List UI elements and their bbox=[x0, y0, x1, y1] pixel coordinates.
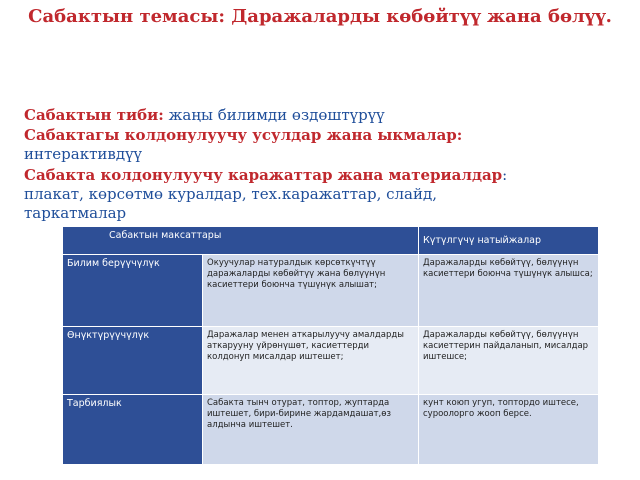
lesson-type bbox=[24, 106, 385, 125]
slide-title bbox=[20, 6, 620, 28]
result-cell: Даражаларды көбөйтүү, бөлүүнүн касиеттерин пайдаланып, мисалдар иштешсе; bbox=[419, 327, 599, 395]
result-cell: Даражаларды көбөйтүү, бөлүүнүн касиеттери боюнча түшүнүк алышса; bbox=[419, 255, 599, 327]
lesson-type-label: Сабактын тиби: bbox=[24, 106, 164, 124]
materials-label: Сабакта колдонулуучу каражаттар жана материалдар bbox=[24, 166, 503, 184]
table-row bbox=[63, 255, 599, 327]
header-goals: Сабактын максаттары bbox=[63, 227, 419, 255]
lesson-materials bbox=[24, 166, 507, 223]
result-cell: кунт коюп угуп, топтордо иштесе, сурoолорго жооп берсе. bbox=[419, 395, 599, 465]
title-prefix: Сабактын темасы: bbox=[28, 6, 226, 27]
title-topic: Даражаларды көбөйтүү жана бөлүү. bbox=[231, 6, 612, 27]
materials-colon: : bbox=[502, 166, 508, 184]
methods-value: интерактивдүү bbox=[24, 145, 143, 163]
table-row bbox=[63, 395, 599, 465]
materials-value-line2: таркатмалар bbox=[24, 204, 127, 222]
lesson-type-value: жаңы билимди өздөштүрүү bbox=[168, 106, 385, 124]
goal-cell: Окуучулар натуралдык көрсөткүчтүү даражаларды көбөйтүү жана бөлүүнүн касиеттери боюнча түшүнүк алышат; bbox=[203, 255, 419, 327]
table-row bbox=[63, 327, 599, 395]
header-results: Күтүлгүчү натыйжалар bbox=[419, 227, 599, 255]
goal-cell: Сабакта тынч отурат, топтор, жуптарда иштешет, бири-бирине жардамдашат,өз алдынча иштешет. bbox=[203, 395, 419, 465]
table-header-row bbox=[63, 227, 599, 255]
methods-label: Сабактагы колдонулуучу усулдар жана ыкмалар: bbox=[24, 126, 463, 144]
goals-table bbox=[62, 226, 599, 465]
lesson-methods bbox=[24, 126, 462, 164]
materials-value-line1: плакат, көрсөтмө куралдар, тех.каражаттар, слайд, bbox=[24, 185, 437, 203]
goal-cell: Даражалар менен аткарылуучу амалдарды аткарууну үйрөнүшөт, касиеттерди колдонуп мисалдар иштешет; bbox=[203, 327, 419, 395]
row-label: Өнүктүрүүчүлүк bbox=[63, 327, 203, 395]
row-label: Тарбиялык bbox=[63, 395, 203, 465]
row-label: Билим берүүчүлүк bbox=[63, 255, 203, 327]
